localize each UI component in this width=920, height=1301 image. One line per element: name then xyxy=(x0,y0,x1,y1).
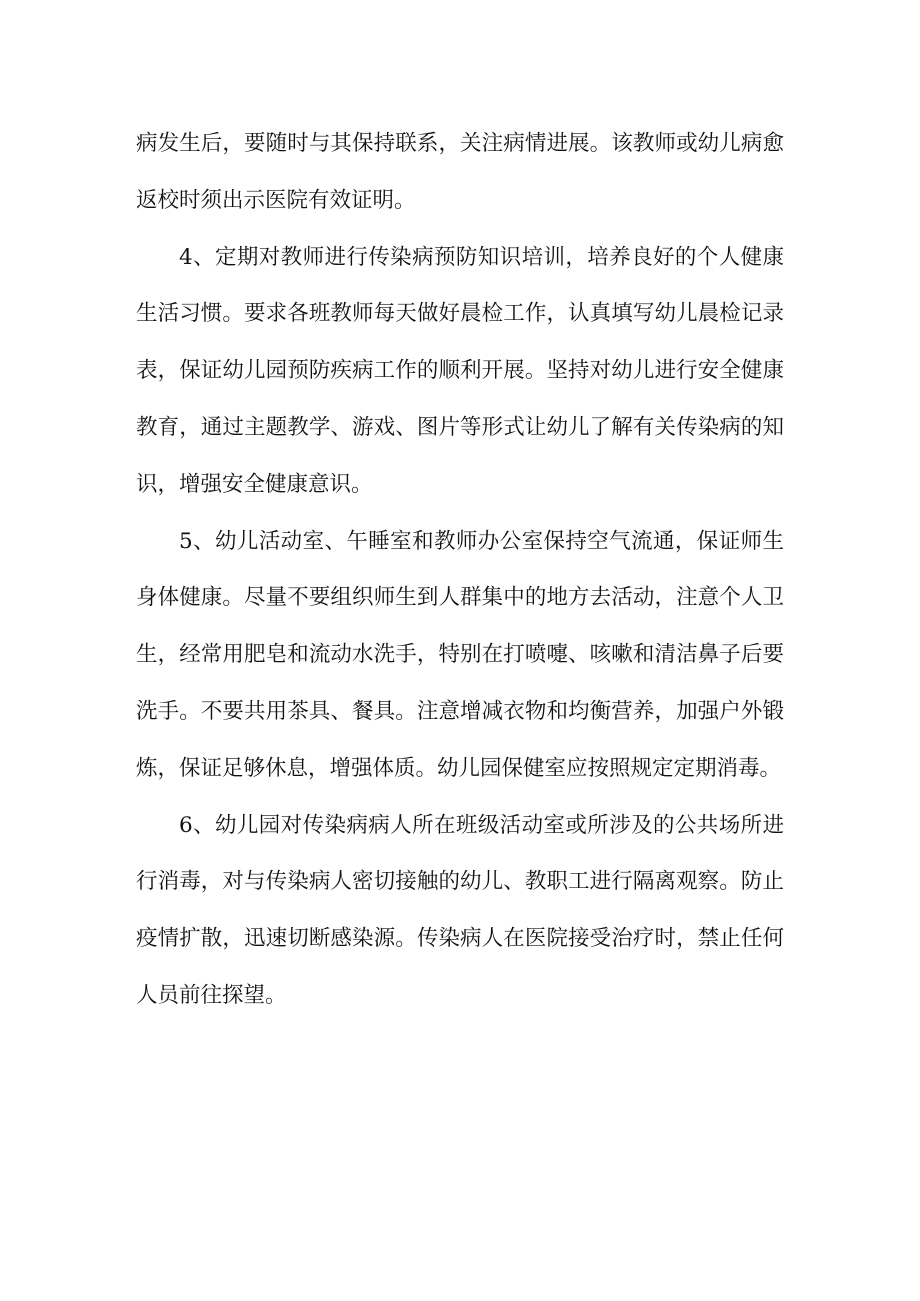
paragraph-item-5: 5、幼儿活动室、午睡室和教师办公室保持空气流通，保证师生身体健康。尽量不要组织师生到人群集中的地方去活动，注意个人卫生，经常用肥皂和流动水洗手，特别在打喷嚏、咳嗽和清洁鼻子后要洗手。不要共用茶具、餐具。注意增减衣物和均衡营养，加强户外锻炼，保证足够休息，增强体质。幼儿园保健室应按照规定定期消毒。 xyxy=(136,528,784,781)
paragraph-item-4: 4、定期对教师进行传染病预防知识培训，培养良好的个人健康生活习惯。要求各班教师每天做好晨检工作，认真填写幼儿晨检记录表，保证幼儿园预防疾病工作的顺利开展。坚持对幼儿进行安全健康教育，通过主题教学、游戏、图片等形式让幼儿了解有关传染病的知识，增强安全健康意识。 xyxy=(136,244,784,497)
body-text xyxy=(136,116,784,1025)
paragraph-continued: 病发生后，要随时与其保持联系，关注病情进展。该教师或幼儿病愈返校时须出示医院有效证明。 xyxy=(136,131,784,213)
paragraph-item-6: 6、幼儿园对传染病病人所在班级活动室或所涉及的公共场所进行消毒，对与传染病人密切接触的幼儿、教职工进行隔离观察。防止疫情扩散，迅速切断感染源。传染病人在医院接受治疗时，禁止任何人员前往探望。 xyxy=(136,812,784,1008)
